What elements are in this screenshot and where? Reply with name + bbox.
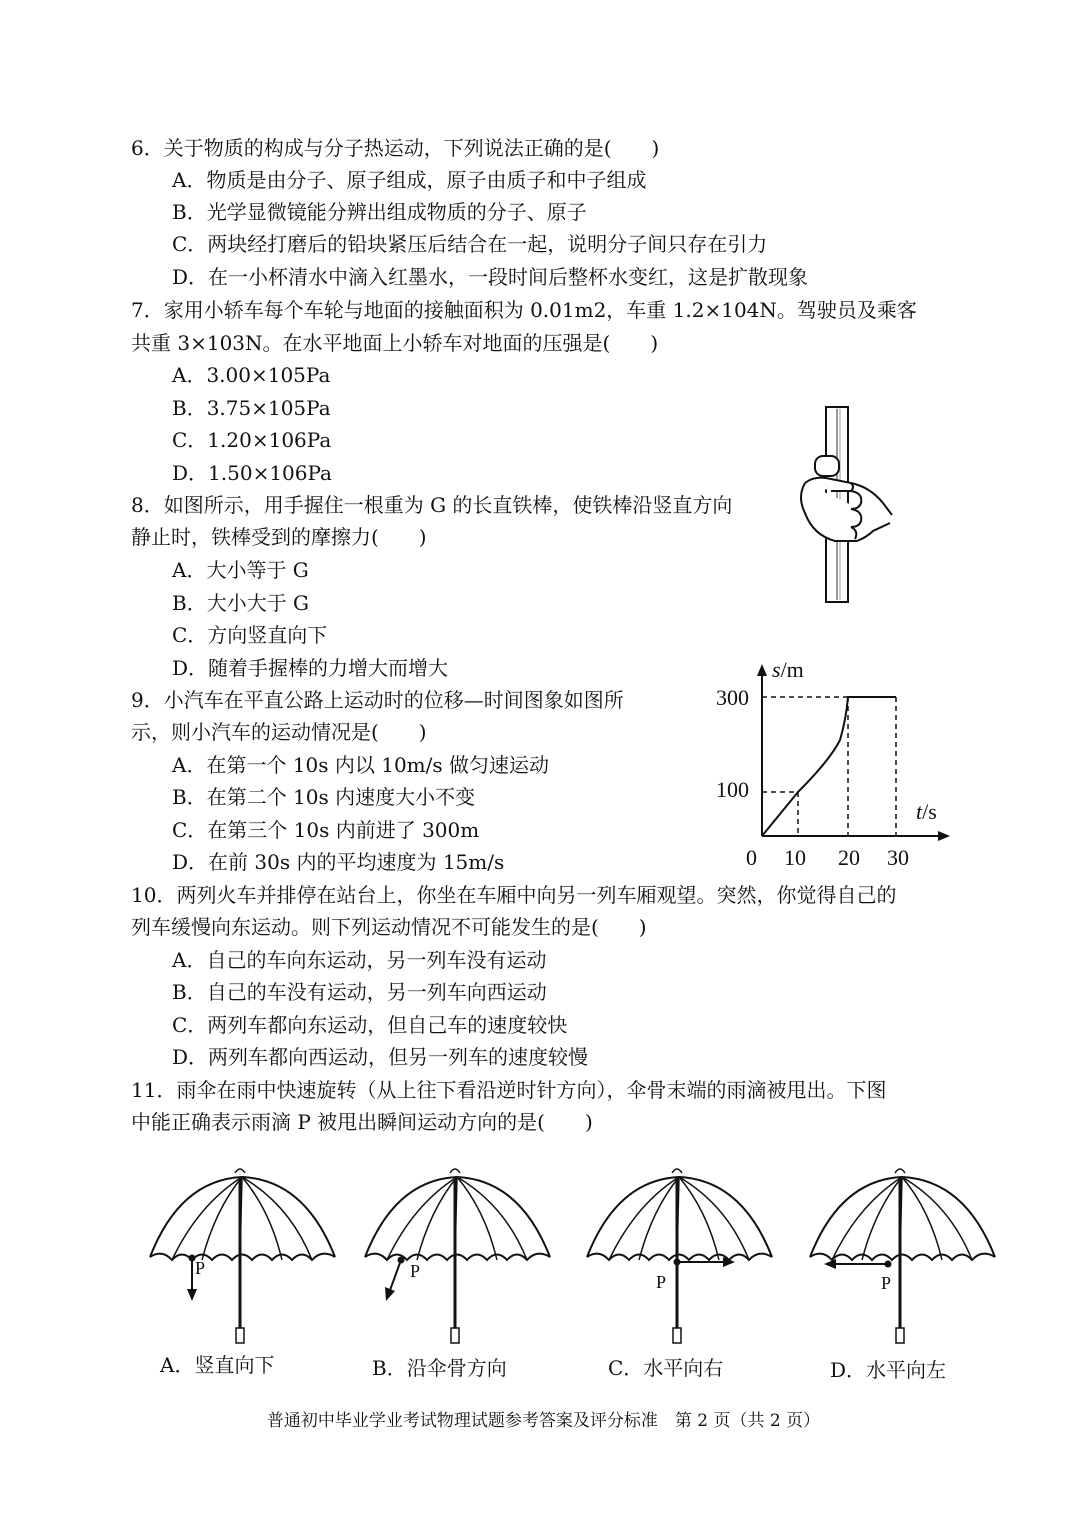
umbrella-option-d-illustration	[800, 1165, 1005, 1355]
question-6-option-d: D．在一小杯清水中滴入红墨水，一段时间后整杯水变红，这是扩散现象	[172, 265, 809, 289]
question-9-option-c: C．在第三个 10s 内前进了 300m	[172, 818, 480, 842]
question-9-option-a: A．在第一个 10s 内以 10m/s 做匀速运动	[172, 753, 550, 777]
question-7-option-c: C．1.20×106Pa	[172, 428, 332, 452]
graph-x-axis-symbol: t	[916, 799, 923, 824]
graph-y-tick-100: 100	[716, 777, 749, 802]
question-7-option-a: A．3.00×105Pa	[172, 363, 331, 387]
question-8-option-c: C．方向竖直向下	[172, 623, 328, 647]
question-7-stem-line-2: 共重 3×103N。在水平地面上小轿车对地面的压强是( )	[131, 331, 659, 355]
umbrella-option-c-illustration	[577, 1165, 782, 1355]
question-9-stem-line-1: 9．小汽车在平直公路上运动时的位移—时间图象如图所	[131, 688, 624, 712]
umbrella-caption-c: C．水平向右	[608, 1356, 724, 1380]
question-6-option-a: A．物质是由分子、原子组成，原子由质子和中子组成	[172, 168, 647, 192]
question-9-option-d: D．在前 30s 内的平均速度为 15m/s	[172, 850, 505, 874]
question-11-stem-line-2: 中能正确表示雨滴 P 被甩出瞬间运动方向的是( )	[131, 1110, 593, 1134]
umbrella-caption-d: D．水平向左	[830, 1358, 947, 1382]
graph-x-tick-30: 30	[887, 845, 909, 870]
umbrella-d-point-label: P	[881, 1273, 892, 1293]
question-9-option-b: B．在第二个 10s 内速度大小不变	[172, 785, 476, 809]
umbrella-caption-b: B．沿伞骨方向	[372, 1356, 507, 1380]
question-8-option-a: A．大小等于 G	[172, 558, 309, 582]
question-10-option-d: D．两列车都向西运动，但另一列车的速度较慢	[172, 1045, 589, 1069]
question-6-option-b: B．光学显微镜能分辨出组成物质的分子、原子	[172, 200, 587, 224]
question-10-option-c: C．两列车都向东运动，但自己车的速度较快	[172, 1013, 568, 1037]
umbrella-caption-a: A．竖直向下	[160, 1353, 275, 1377]
graph-y-axis-symbol: s	[772, 657, 781, 682]
question-6-stem: 6．关于物质的构成与分子热运动，下列说法正确的是( )	[131, 136, 660, 160]
graph-y-axis-label	[772, 658, 804, 682]
umbrella-option-a-illustration	[140, 1165, 345, 1355]
question-10-option-a: A．自己的车向东运动，另一列车没有运动	[172, 948, 547, 972]
question-10-stem-line-2: 列车缓慢向东运动。则下列运动情况不可能发生的是( )	[131, 915, 647, 939]
question-8-stem-line-1: 8．如图所示，用手握住一根重为 G 的长直铁棒，使铁棒沿竖直方向	[131, 493, 733, 517]
question-8-option-d: D．随着手握棒的力增大而增大	[172, 656, 449, 680]
question-6-option-c: C．两块经打磨后的铅块紧压后结合在一起，说明分子间只存在引力	[172, 232, 768, 256]
umbrella-option-b-illustration	[355, 1165, 560, 1355]
question-8-option-b: B．大小大于 G	[172, 591, 310, 615]
question-10-stem-line-1: 10．两列火车并排停在站台上，你坐在车厢中向另一列车厢观望。突然，你觉得自己的	[131, 883, 897, 907]
question-7-stem-line-1: 7．家用小轿车每个车轮与地面的接触面积为 0.01m2，车重 1.2×104N。驾驶员及乘客	[131, 298, 917, 322]
page-footer: 普通初中毕业学业考试物理试题参考答案及评分标准 第 2 页（共 2 页）	[266, 1411, 821, 1431]
question-10-option-b: B．自己的车没有运动，另一列车向西运动	[172, 980, 547, 1004]
graph-x-axis-unit: /s	[922, 799, 937, 824]
umbrella-a-point-label: P	[195, 1258, 206, 1278]
hand-holding-bar-illustration	[795, 405, 900, 605]
graph-x-tick-10: 10	[784, 845, 806, 870]
umbrella-b-point-label: P	[410, 1261, 421, 1281]
graph-x-axis-label	[916, 800, 937, 824]
question-11-stem-line-1: 11．雨伞在雨中快速旋转（从上往下看沿逆时针方向），伞骨末端的雨滴被甩出。下图	[131, 1078, 887, 1102]
graph-x-tick-0: 0	[746, 845, 757, 870]
question-8-stem-line-2: 静止时，铁棒受到的摩擦力( )	[131, 525, 427, 549]
graph-y-tick-300: 300	[716, 685, 749, 710]
umbrella-c-point-label: P	[656, 1272, 667, 1292]
graph-x-tick-20: 20	[838, 845, 860, 870]
question-7-option-b: B．3.75×105Pa	[172, 396, 331, 420]
question-9-stem-line-2: 示，则小汽车的运动情况是( )	[131, 720, 427, 744]
graph-y-axis-unit: /m	[780, 657, 804, 682]
question-7-option-d: D．1.50×106Pa	[172, 461, 332, 485]
